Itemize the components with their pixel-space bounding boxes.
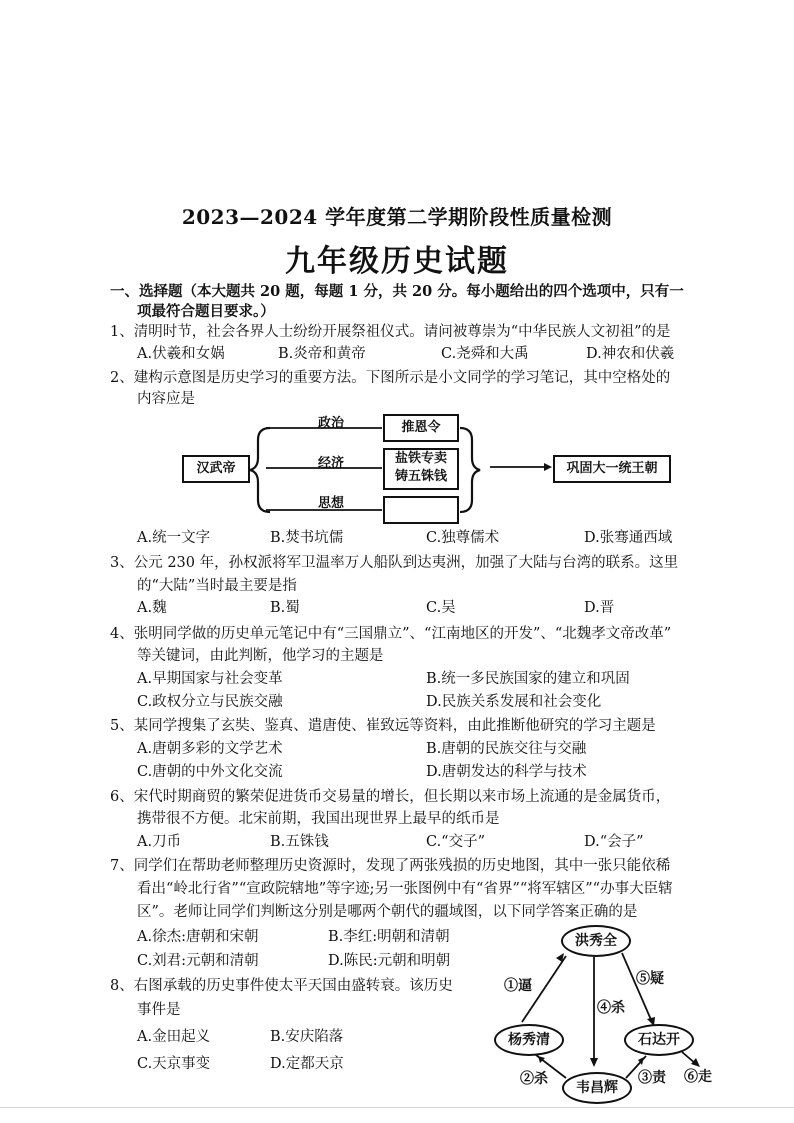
q7-option-d: D.陈民:元朝和明朝 [328, 953, 451, 969]
edge-label-2: ②杀 [520, 1071, 548, 1087]
q3-stem: 3、公元 230 年，孙权派将军卫温率万人船队到达夷洲，加强了大陆与台湾的联系。这里 [110, 555, 679, 571]
section-heading-cont: 项最符合题目要求。） [137, 303, 275, 320]
diagram-economy-line2: 铸五铢钱 [394, 469, 447, 484]
section-heading: 一、选择题（本大题共 20 题，每题 1 分，共 20 分。每小题给出的四个选项中，只有一 [110, 283, 684, 300]
q7-stem-cont2: 区”。老师让同学们判断这分别是哪两个朝代的疆域图，以下同学答案正确的是 [137, 904, 638, 920]
edge-label-6: ⑥走 [684, 1069, 712, 1085]
q6-stem: 6、宋代时期商贸的繁荣促进货币交易量的增长，但长期以来市场上流通的是金属货币， [110, 789, 671, 805]
node-hong-xiuquan: 洪秀全 [561, 925, 631, 957]
edge-label-3: ③责 [638, 1070, 666, 1086]
q5-option-c: C.唐朝的中外文化交流 [137, 764, 283, 780]
q8-option-c: C.天京事变 [137, 1056, 211, 1072]
q7-option-a: A.徐杰:唐朝和宋朝 [137, 929, 259, 945]
edge-label-4: ④杀 [597, 1000, 625, 1016]
q1-option-d: D.神农和伏羲 [586, 346, 675, 362]
q3-stem-cont: 的“大陆”当时最主要是指 [137, 578, 297, 594]
diagram-economy-line1: 盐铁专卖 [394, 451, 447, 466]
q7-option-c: C.刘君:元朝和清朝 [137, 953, 259, 969]
q2-option-a: A.统一文字 [137, 530, 211, 546]
q4-option-d: D.民族关系发展和社会变化 [426, 694, 602, 710]
q2-option-d: D.张骞通西域 [584, 530, 673, 546]
q5-stem: 5、某同学搜集了玄奘、鉴真、遣唐使、崔致远等资料，由此推断他研究的学习主题是 [110, 718, 656, 734]
q5-option-a: A.唐朝多彩的文学艺术 [137, 741, 283, 757]
node-yang-xiuqing: 杨秀清 [494, 1024, 564, 1056]
diagram-label-economy: 经济 [318, 456, 345, 471]
node-shi-dakai: 石达开 [624, 1024, 694, 1056]
q6-option-c: C.“交子” [426, 834, 486, 850]
q4-stem: 4、张明同学做的历史单元笔记中有“三国鼎立”、“江南地区的开发”、“北魏孝文帝改革” [110, 626, 672, 642]
q1-stem: 1、清明时节，社会各界人士纷纷开展祭祖仪式。请问被尊崇为“中华民族人文初祖”的是 [110, 324, 671, 340]
q5-option-b: B.唐朝的民族交往与交融 [426, 741, 587, 757]
q4-option-a: A.早期国家与社会变革 [137, 671, 283, 687]
q8-option-a: A.金田起义 [137, 1029, 211, 1045]
q8-stem: 8、右图承载的历史事件使太平天国由盛转衰。该历史 [110, 978, 453, 994]
diagram-emperor-box: 汉武帝 [182, 455, 250, 483]
q1-option-a: A.伏羲和女娲 [137, 346, 225, 362]
diagram-label-thought: 思想 [318, 496, 345, 511]
q3-option-b: B.蜀 [270, 600, 300, 616]
q8-stem-cont: 事件是 [137, 1002, 181, 1018]
exam-title: 2023—2024 学年度第二学期阶段性质量检测 [181, 205, 613, 229]
q2-stem: 2、建构示意图是历史学习的重要方法。下图所示是小文同学的学习笔记，其中空格处的 [110, 370, 671, 386]
q6-option-d: D.“会子” [584, 834, 644, 850]
q1-option-c: C.尧舜和大禹 [441, 346, 529, 362]
diagram-box-politics: 推恩令 [383, 414, 459, 442]
q4-option-c: C.政权分立与民族交融 [137, 694, 283, 710]
page-bottom-divider [0, 1107, 794, 1108]
diagram-box-economy [383, 448, 459, 490]
q1-option-b: B.炎帝和黄帝 [278, 346, 366, 362]
q7-stem-cont1: 看出“岭北行省”“宣政院辖地”等字迹;另一张图例中有“省界”“将军辖区”“办事大臣辖 [137, 881, 673, 897]
diagram-box-thought-blank [383, 496, 459, 524]
diagram-result-box: 巩固大一统王朝 [553, 455, 671, 483]
q8-option-d: D.定都天京 [270, 1056, 344, 1072]
q2-option-c: C.独尊儒术 [426, 530, 500, 546]
q4-stem-cont: 等关键词，由此判断，他学习的主题是 [137, 648, 384, 664]
q8-option-b: B.安庆陷落 [270, 1029, 344, 1045]
exam-subtitle: 九年级历史试题 [285, 244, 509, 279]
q5-option-d: D.唐朝发达的科学与技术 [426, 764, 587, 780]
diagram-label-politics: 政治 [318, 416, 345, 431]
q3-option-c: C.吴 [426, 600, 456, 616]
node-wei-changhui: 韦昌辉 [562, 1072, 632, 1104]
edge-label-5: ⑤疑 [636, 971, 664, 987]
q2-stem-cont: 内容应是 [137, 391, 195, 407]
q6-stem-cont: 携带很不方便。北宋前期，我国出现世界上最早的纸币是 [137, 811, 500, 827]
q4-option-b: B.统一多民族国家的建立和巩固 [426, 671, 630, 687]
edge-label-1: ①逼 [504, 978, 532, 994]
q7-option-b: B.李红:明朝和清朝 [328, 929, 450, 945]
q3-option-d: D.晋 [584, 600, 615, 616]
q3-option-a: A.魏 [137, 600, 167, 616]
q2-option-b: B.焚书坑儒 [270, 530, 344, 546]
q6-option-b: B.五铢钱 [270, 834, 329, 850]
q6-option-a: A.刀币 [137, 834, 182, 850]
q7-stem: 7、同学们在帮助老师整理历史资源时，发现了两张残损的历史地图，其中一张只能依稀 [110, 858, 671, 874]
